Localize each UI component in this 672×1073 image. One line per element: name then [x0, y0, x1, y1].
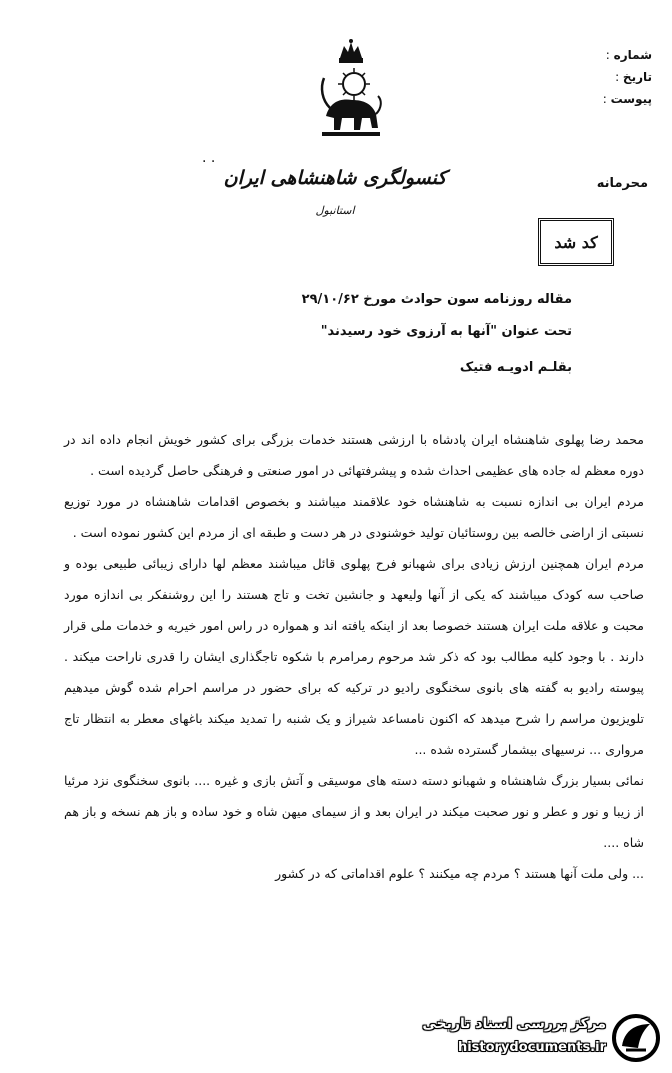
body-paragraph-4: نمائی بسیار بزرگ شاهنشاه و شهبانو دسته دسته های موسیقی و آتش بازی و غیره .... بانوی سخنگوی نزد مرئیا از زیبا و نور و عطر و نور صحبت میکند در ایران بعد و از سیمای میهن شاه و خود ساده و باز هم نسخه و باز هم شاه .... — [64, 773, 644, 850]
number-label: شماره — [613, 48, 652, 62]
lion-and-sun-emblem-icon — [318, 38, 384, 138]
attachment-field: پیوست : — [602, 92, 652, 106]
body-paragraph-5: ... ولی ملت آنها هستند ؟ مردم چه میکنند ؟ علوم اقداماتی که در کشور — [275, 866, 644, 881]
document-meta — [542, 44, 652, 110]
watermark-url-text: historydocuments.ir — [457, 1040, 606, 1055]
subject-line-3: بقلـم ادویـه فتیک — [459, 360, 572, 375]
subject-line-1: مقاله روزنامه سون حوادث مورخ ۲۹/۱۰/۶۲ — [301, 292, 572, 307]
archive-logo-icon — [610, 1012, 662, 1064]
body-paragraph-1: محمد رضا پهلوی شاهنشاه ایران پادشاه با ارزشی هستند خدمات بزرگی برای کشور خویش انجام داده اند در دوره معظم له جاده های عظیمی احداث شده و پیشرفتهائی در امور صنعتی و فرهنگی حاصل گردیده است . — [64, 432, 644, 478]
organization-city: استانبول — [315, 204, 355, 217]
attachment-label: پیوست — [610, 92, 652, 106]
code-stamp — [538, 218, 614, 266]
decorative-dots: . . — [202, 150, 216, 166]
body-paragraph-2: مردم ایران بی اندازه نسبت به شاهنشاه خود علاقمند میباشند و بخصوص اقدامات شاهنشاه در مورد توزیع نسبتی از اراضی خالصه بین روستائیان تولید خوشنودی در هر دست و طبقه ای از مردم این کشور نموده است . — [64, 494, 644, 540]
date-field: تاریخ : — [615, 70, 652, 84]
date-label: تاریخ — [622, 70, 652, 84]
watermark — [408, 1010, 666, 1066]
body-paragraph-3: مردم ایران همچنین ارزش زیادی برای شهبانو فرح پهلوی قائل میباشند معظم لها دارای زیبائی طبیعی بوده و صاحب سه کودک میباشند که یکی از آنها ولیعهد و جانشین تخت و تاج هستند را این روشنفکر بی اندازه مورد محبت و علاقه ملت ایران هستند خصوصا بعد از اینکه یافته اند و همواره در راس امور خیریه و خدمات ملی قرار دارند . با وجود کلیه مطالب بود که ذکر شد مرحوم رمرامرم با شکوه تاجگذاری ایشان را قدری ناراحت میکند . پیوسته رادیو به گفته های بانوی سخنگوی رادیو در ترکیه که برای حضور در مراسم احرام شده گوش میدهیم تلویزیون مراسم را شرح میدهد که اکنون نامساعد شیراز و یک شنبه را تمدید میکند باغهای معطر به انتظار تاج مرواری ... نرسیهای بیشمار گسترده شده ... — [64, 556, 644, 757]
confidential-label: محرمانه — [596, 176, 648, 191]
subject-line-2: تحت عنوان "آنها به آرزوی خود رسیدند" — [320, 324, 572, 339]
organization-title: کنسولگری شاهنشاهی ایران — [223, 167, 447, 189]
number-field: شماره : — [605, 48, 652, 62]
code-stamp-text: کد شد — [554, 232, 598, 252]
watermark-persian-text: مرکز بررسی اسناد تاریخی — [422, 1016, 606, 1032]
document-body — [64, 424, 644, 889]
